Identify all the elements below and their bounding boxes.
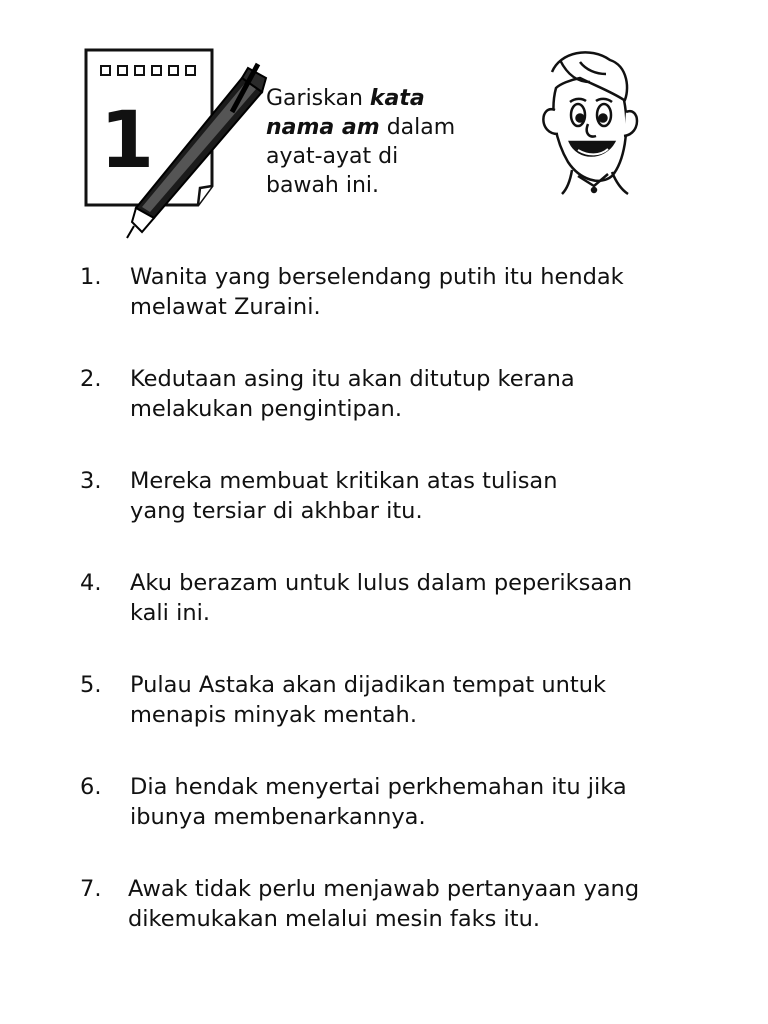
instruction-keyword: kata bbox=[369, 86, 425, 111]
question-number: 4. bbox=[80, 570, 102, 596]
question-text-line: dikemukakan melalui mesin faks itu. bbox=[128, 906, 540, 932]
question-text-line: Kedutaan asing itu akan ditutup kerana bbox=[130, 366, 575, 392]
question-text-line: Awak tidak perlu menjawab pertanyaan yang bbox=[128, 876, 640, 902]
question-text-line: melakukan pengintipan. bbox=[130, 396, 402, 422]
instruction-line: bawah ini. bbox=[266, 173, 380, 198]
question-number: 3. bbox=[80, 468, 102, 494]
question-number: 1. bbox=[80, 264, 102, 290]
instruction-line: ayat-ayat di bbox=[266, 144, 399, 169]
instruction-text-part: Gariskan bbox=[266, 86, 370, 111]
question-text-line: yang tersiar di akhbar itu. bbox=[130, 498, 423, 524]
question-number: 6. bbox=[80, 774, 102, 800]
question-text-line: melawat Zuraini. bbox=[130, 294, 321, 320]
question-number: 2. bbox=[80, 366, 102, 392]
question-text-line: ibunya membenarkannya. bbox=[130, 804, 426, 830]
instruction-text-part: dalam bbox=[379, 115, 456, 140]
question-text-line: Pulau Astaka akan dijadikan tempat untuk bbox=[130, 672, 607, 698]
instruction-keyword: nama am bbox=[266, 115, 380, 140]
question-text-line: Dia hendak menyertai perkhemahan itu jika bbox=[130, 774, 627, 800]
question-number: 5. bbox=[80, 672, 102, 698]
question-text-line: Wanita yang berselendang putih itu hendak bbox=[130, 264, 624, 290]
boy-face-icon bbox=[543, 52, 637, 194]
question-number: 7. bbox=[80, 876, 102, 902]
instruction-text bbox=[266, 84, 506, 200]
question-text-line: menapis minyak mentah. bbox=[130, 702, 417, 728]
question-text-line: Aku berazam untuk lulus dalam peperiksaan bbox=[130, 570, 633, 596]
question-text-line: Mereka membuat kritikan atas tulisan bbox=[130, 468, 558, 494]
question-text-line: kali ini. bbox=[130, 600, 210, 626]
calendar-icon bbox=[86, 50, 212, 205]
calendar-number: 1 bbox=[99, 96, 155, 186]
